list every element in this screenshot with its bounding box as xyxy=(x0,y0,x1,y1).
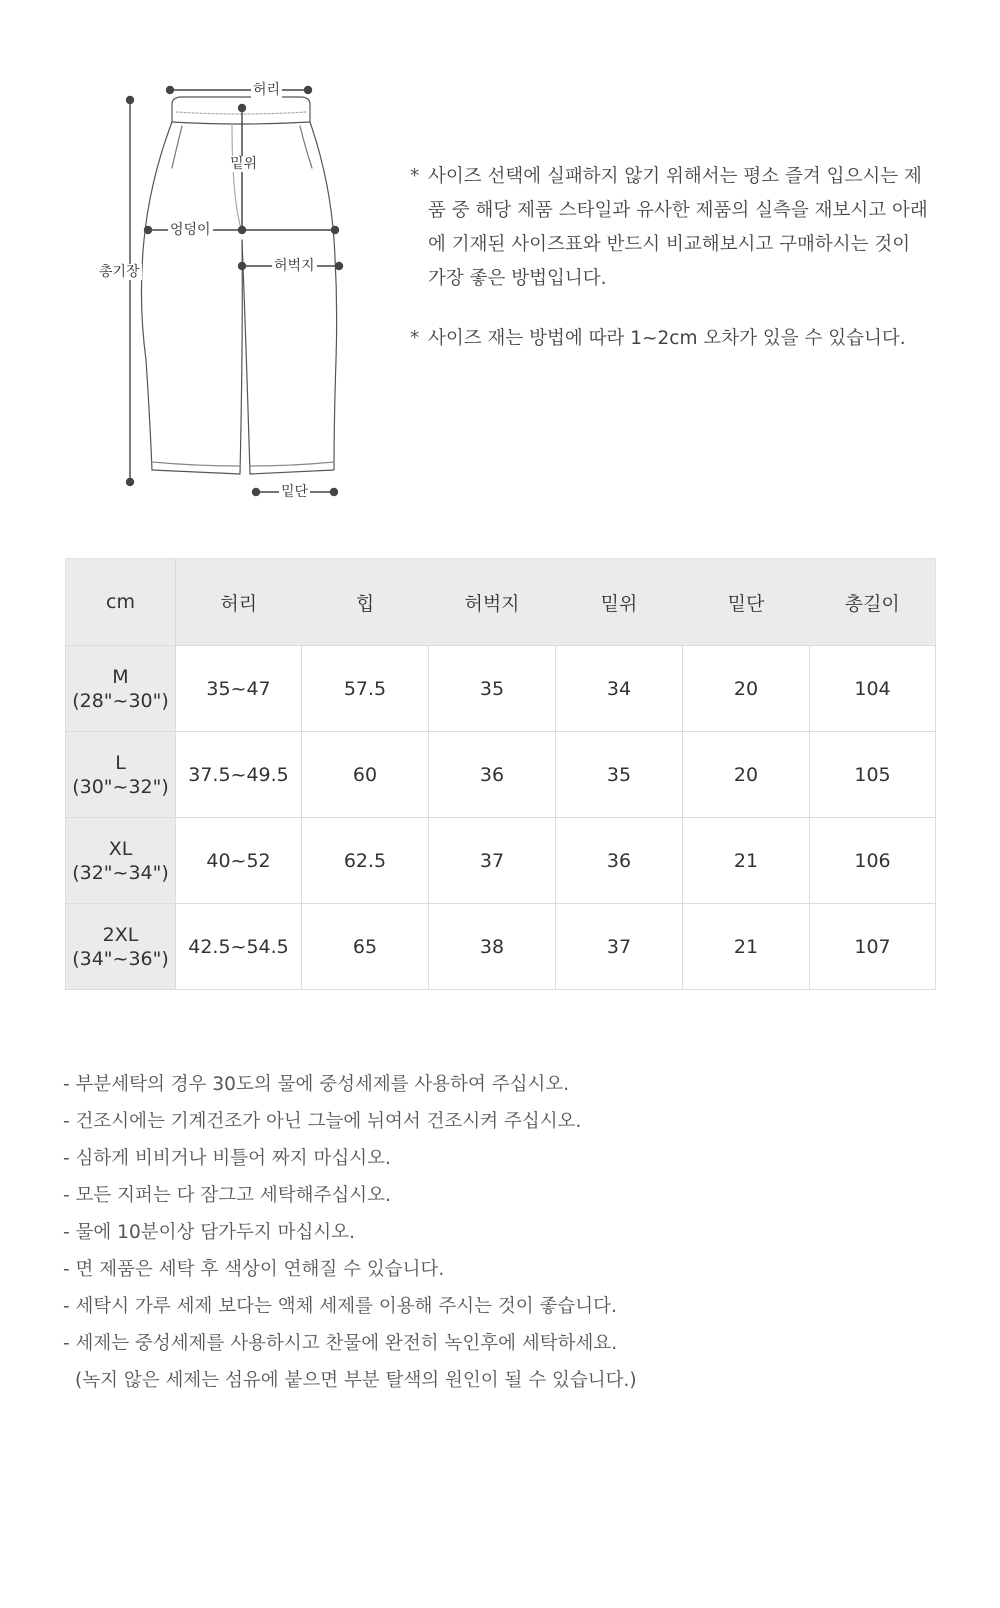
column-header-hem: 밑단 xyxy=(683,559,810,646)
column-header-waist: 허리 xyxy=(176,559,302,646)
table-cell: 57.5 xyxy=(302,646,429,732)
care-item: - 세탁시 가루 세제 보다는 액체 세제를 이용해 주시는 것이 좋습니다. xyxy=(63,1296,617,1317)
size-name: XL xyxy=(108,837,133,860)
table-cell: 35~47 xyxy=(176,646,302,732)
hem-label: 밑단 xyxy=(281,484,309,500)
table-cell: 37.5~49.5 xyxy=(176,732,302,818)
size-range: (28"~30") xyxy=(72,689,169,712)
table-row xyxy=(66,646,936,732)
table-cell: 38 xyxy=(429,904,556,990)
table-cell: 104 xyxy=(810,646,936,732)
size-range: (30"~32") xyxy=(72,775,169,798)
table-cell: 21 xyxy=(683,818,810,904)
thigh-label: 허벅지 xyxy=(274,258,315,274)
column-header-rise: 밑위 xyxy=(556,559,683,646)
note-text: 사이즈 재는 방법에 따라 1~2cm 오차가 있을 수 있습니다. xyxy=(428,328,906,349)
waist-label: 허리 xyxy=(253,82,281,98)
table-row xyxy=(66,904,936,990)
rise-label: 밑위 xyxy=(230,156,258,172)
size-cell xyxy=(66,732,176,818)
size-name: 2XL xyxy=(102,923,139,946)
table-row xyxy=(66,732,936,818)
size-range: (32"~34") xyxy=(72,861,169,884)
care-item: - 부분세탁의 경우 30도의 물에 중성세제를 사용하여 주십시오. xyxy=(63,1074,570,1095)
pants-diagram xyxy=(0,0,400,520)
table-cell: 106 xyxy=(810,818,936,904)
table-cell: 34 xyxy=(556,646,683,732)
size-cell xyxy=(66,818,176,904)
table-cell: 42.5~54.5 xyxy=(176,904,302,990)
table-cell: 40~52 xyxy=(176,818,302,904)
size-note xyxy=(410,322,930,356)
table-cell: 62.5 xyxy=(302,818,429,904)
size-note xyxy=(410,160,930,296)
care-item: - 면 제품은 세탁 후 색상이 연해질 수 있습니다. xyxy=(63,1259,445,1280)
care-item: - 심하게 비비거나 비틀어 짜지 마십시오. xyxy=(63,1148,391,1169)
table-cell: 37 xyxy=(556,904,683,990)
pants-illustration xyxy=(0,0,400,520)
care-item: (녹지 않은 세제는 섬유에 붙으면 부분 탈색의 원인이 될 수 있습니다.) xyxy=(75,1370,637,1391)
table-row xyxy=(66,818,936,904)
table-cell: 107 xyxy=(810,904,936,990)
note-text: 사이즈 선택에 실패하지 않기 위해서는 평소 즐겨 입으시는 제품 중 해당 제품 스타일과 유사한 제품의 실측을 재보시고 아래에 기재된 사이즈표와 반드시 비교해보시고 구매하시는 것이 가장 좋은 방법입니다. xyxy=(428,166,928,289)
size-range: (34"~36") xyxy=(72,947,169,970)
size-name: M xyxy=(112,665,129,688)
table-cell: 36 xyxy=(556,818,683,904)
table-cell: 35 xyxy=(429,646,556,732)
column-header-hip: 힙 xyxy=(302,559,429,646)
size-name: L xyxy=(115,751,126,774)
care-item: - 세제는 중성세제를 사용하시고 찬물에 완전히 녹인후에 세탁하세요. xyxy=(63,1333,618,1354)
table-cell: 60 xyxy=(302,732,429,818)
table-header-row xyxy=(66,559,936,646)
size-cell xyxy=(66,904,176,990)
care-item: - 모든 지퍼는 다 잠그고 세탁해주십시오. xyxy=(63,1185,391,1206)
column-header-length: 총길이 xyxy=(810,559,936,646)
care-instructions xyxy=(63,1066,943,1399)
table-cell: 20 xyxy=(683,646,810,732)
size-table xyxy=(65,558,936,990)
table-cell: 36 xyxy=(429,732,556,818)
care-item: - 물에 10분이상 담가두지 마십시오. xyxy=(63,1222,355,1243)
note-marker: * xyxy=(410,166,420,187)
note-marker: * xyxy=(410,328,420,349)
column-header-thigh: 허벅지 xyxy=(429,559,556,646)
hip-label: 엉덩이 xyxy=(170,222,211,238)
size-notes xyxy=(410,160,930,382)
table-cell: 105 xyxy=(810,732,936,818)
table-cell: 35 xyxy=(556,732,683,818)
table-cell: 20 xyxy=(683,732,810,818)
unit-header: cm xyxy=(66,559,176,646)
table-cell: 21 xyxy=(683,904,810,990)
table-cell: 65 xyxy=(302,904,429,990)
total-length-label: 총기장 xyxy=(99,264,140,280)
care-item: - 건조시에는 기계건조가 아닌 그늘에 뉘여서 건조시켜 주십시오. xyxy=(63,1111,582,1132)
table-cell: 37 xyxy=(429,818,556,904)
size-cell xyxy=(66,646,176,732)
